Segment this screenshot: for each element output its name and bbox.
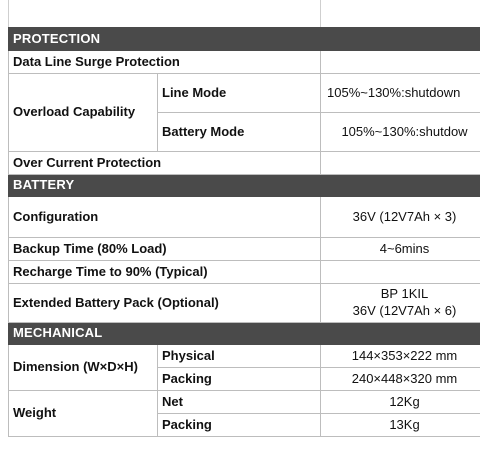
label-weight-packing: Packing: [158, 414, 321, 437]
value-extended-battery-pack: [321, 284, 480, 323]
label-configuration: Configuration: [9, 197, 321, 238]
label-recharge-time: Recharge Time to 90% (Typical): [9, 261, 321, 284]
row-data-line-surge: [9, 51, 480, 74]
spec-table: [8, 27, 480, 437]
value-over-current: [321, 152, 480, 175]
section-title-mechanical: MECHANICAL: [9, 323, 480, 345]
section-title-battery: BATTERY: [9, 175, 480, 197]
value-extended-pack-config: 36V (12V7Ah × 6): [352, 303, 457, 318]
label-overload-capability: Overload Capability: [9, 74, 158, 152]
row-weight-net: [9, 391, 480, 414]
value-line-mode: 105%~130%:shutdown: [321, 74, 480, 113]
value-weight-net: 12Kg: [321, 391, 480, 414]
value-configuration: 36V (12V7Ah × 3): [321, 197, 480, 238]
label-dimension-physical: Physical: [158, 345, 321, 368]
value-backup-time: 4~6mins: [321, 238, 480, 261]
label-over-current: Over Current Protection: [9, 152, 321, 175]
row-backup-time: [9, 238, 480, 261]
value-extended-pack-model: BP 1KIL: [380, 286, 429, 302]
section-header-protection: [9, 28, 480, 51]
value-battery-mode: 105%~130%:shutdow: [321, 113, 480, 152]
value-dimension-physical: 144×353×222 mm: [321, 345, 480, 368]
value-data-line-surge: [321, 51, 480, 74]
value-recharge-time: [321, 261, 480, 284]
label-line-mode: Line Mode: [158, 74, 321, 113]
row-configuration: [9, 197, 480, 238]
value-dimension-packing: 240×448×320 mm: [321, 368, 480, 391]
section-header-mechanical: [9, 323, 480, 345]
top-border-right: [320, 0, 321, 27]
label-dimension: Dimension (W×D×H): [9, 345, 158, 391]
top-border-left: [8, 0, 9, 27]
row-over-current: [9, 152, 480, 175]
label-data-line-surge: Data Line Surge Protection: [9, 51, 321, 74]
label-weight-net: Net: [158, 391, 321, 414]
row-overload-line-mode: [9, 74, 480, 113]
label-battery-mode: Battery Mode: [158, 113, 321, 152]
section-title-protection: PROTECTION: [9, 28, 480, 51]
row-recharge-time: [9, 261, 480, 284]
label-backup-time: Backup Time (80% Load): [9, 238, 321, 261]
value-weight-packing: 13Kg: [321, 414, 480, 437]
row-extended-battery-pack: [9, 284, 480, 323]
row-dimension-physical: [9, 345, 480, 368]
section-header-battery: [9, 175, 480, 197]
label-weight: Weight: [9, 391, 158, 437]
label-extended-battery-pack: Extended Battery Pack (Optional): [9, 284, 321, 323]
label-dimension-packing: Packing: [158, 368, 321, 391]
